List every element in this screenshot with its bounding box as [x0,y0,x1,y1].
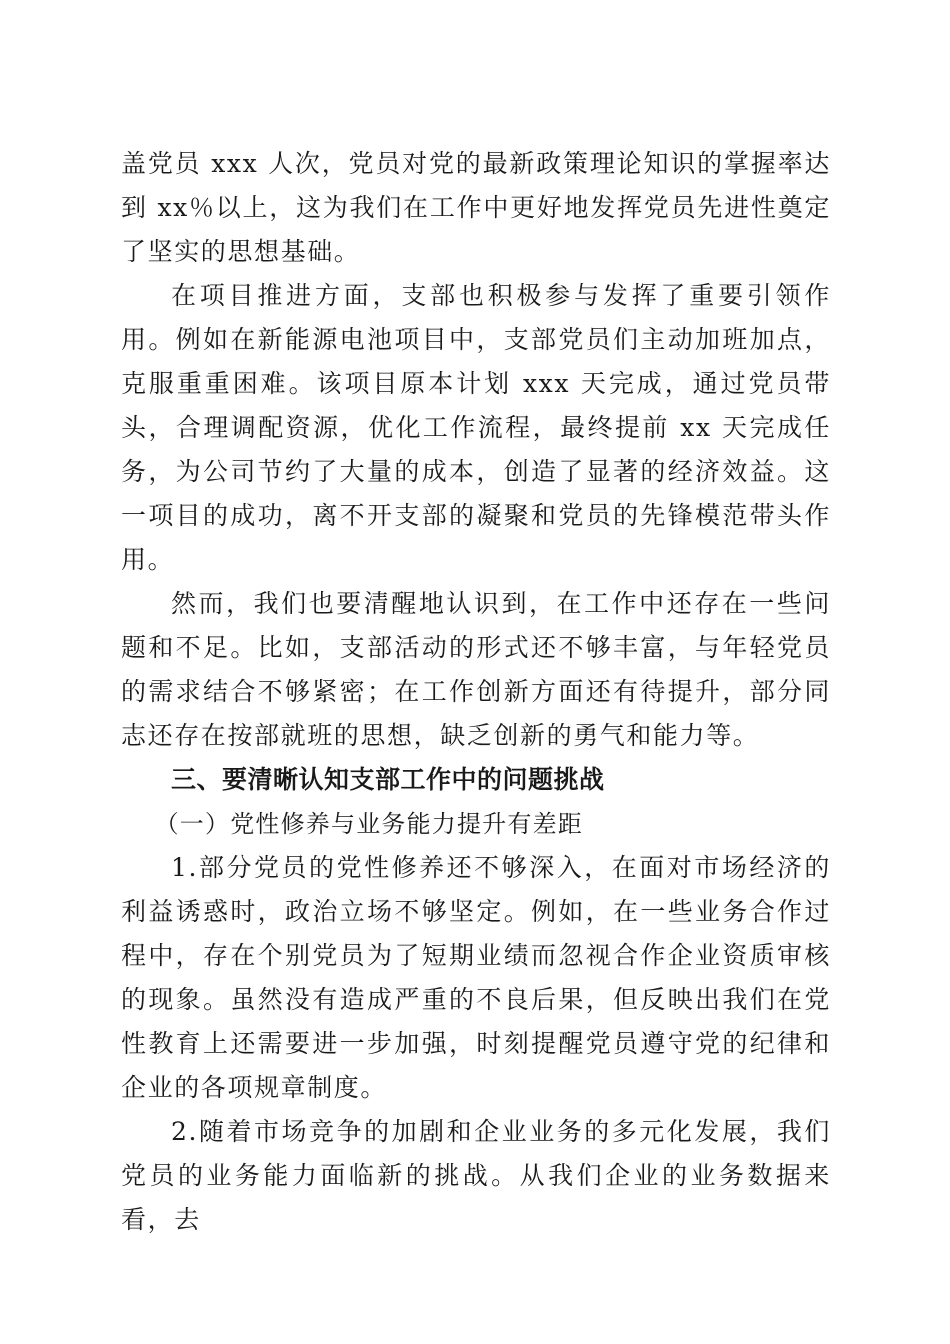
document-body [121,142,831,1242]
subsection-heading-one: （一）党性修养与业务能力提升有差距 [154,810,583,838]
paragraph-continuation: 盖党员 xxx 人次，党员对党的最新政策理论知识的掌握率达到 xx％以上，这为我们在工作中更好地发挥党员先进性奠定了坚实的思想基础。 [121,149,831,266]
paragraph-item-2: 2.随着市场竞争的加剧和企业业务的多元化发展，我们党员的业务能力面临新的挑战。从我们企业的业务数据来看，去 [121,1117,831,1234]
section-heading-three: 三、要清晰认知支部工作中的问题挑战 [171,765,605,794]
paragraph-item-1: 1.部分党员的党性修养还不够深入，在面对市场经济的利益诱惑时，政治立场不够坚定。例如，在一些业务合作过程中，存在个别党员为了短期业绩而忽视合作企业资质审核的现象。虽然没有造成严重的不良后果，但反映出我们在党性教育上还需要进一步加强，时刻提醒党员遵守党的纪律和企业的各项规章制度。 [121,853,831,1102]
paragraph-shortcomings: 然而，我们也要清醒地认识到，在工作中还存在一些问题和不足。比如，支部活动的形式还不够丰富，与年轻党员的需求结合不够紧密；在工作创新方面还有待提升，部分同志还存在按部就班的思想，缺乏创新的勇气和能力等。 [121,589,831,750]
paragraph-project-progress: 在项目推进方面，支部也积极参与发挥了重要引领作用。例如在新能源电池项目中，支部党员们主动加班加点，克服重重困难。该项目原本计划 xxx 天完成，通过党员带头，合理调配资源，优化工作流程，最终提前 xx 天完成任务，为公司节约了大量的成本，创造了显著的经济效益。这一项目的成功，离不开支部的凝聚和党员的先锋模范带头作用。 [121,281,831,574]
